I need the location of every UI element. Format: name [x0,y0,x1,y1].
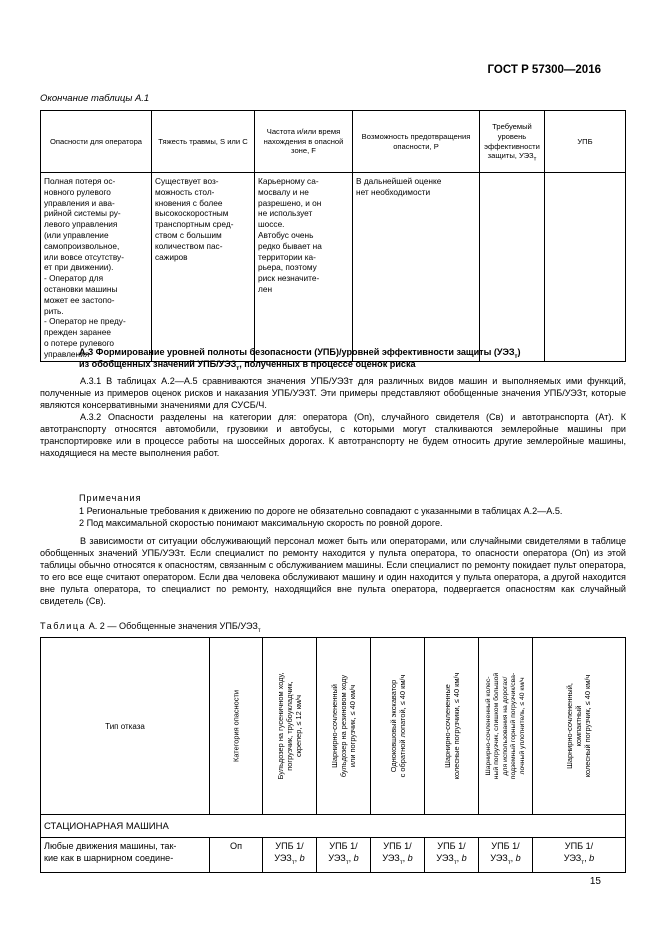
hazard-line: новного рулевого [44,186,111,197]
avoidance-line: В дальнейшей оценке [356,176,442,186]
paragraph-personnel: В зависимости от ситуации обслуживающий персонал может быть или операторами, или случайными свидетелями в таблице обобщенных значений УПБ/УЭЗт. Если специалист по ремонту находится у пульта оператора, то опасности оператора (Оп) из этой таблицы обычно относятся к опасностям, связанным с обслуживанием машины. Если специалист по ремонту покидает пульт оператора, то его все еще считают оператором. Если два человека обслуживают машину и один находится у пульта оператора, а другой находится вне пульта оператора, то специалист по ремонту, находящийся вне пульта оператора, подвергается опасностям как случайный свидетель (Св). [40,536,626,606]
hazard-line: рить. [44,305,64,316]
header-pl-text: Требуемый уровень эффективности защиты, УЭЗ [484,122,540,161]
table-a2-section-row [41,815,626,838]
frequency-line: территории ка- [258,251,316,262]
hazard-line: управления [44,348,90,359]
hazard-line: левого управления [44,219,118,230]
cell-failure-type: Любые движения машины, так- кие как в шарнирном соедине- [41,838,210,873]
severity-line: количеством пас- [155,240,223,251]
hazard-line: - Оператор не преду- [44,316,126,327]
table-a2-caption-text: А. 2 — Обобщенные значения УПБ/УЭЗ [88,621,258,631]
frequency-line: Автобус очень [258,229,314,240]
hazard-line: или вовсе отсутству- [44,251,124,262]
hazard-line: прежден заранее [44,327,111,338]
hazard-line: остановки машины [44,283,118,294]
table-a2-caption: Таблица А. 2 — Обобщенные значения УПБ/$УЭЗ_т$ [40,621,261,634]
severity-line: кновения с более [155,197,223,208]
header-pl: Требуемый уровень эффективности защиты, $УЭЗ_т$ [480,111,545,173]
cell-value: УПБ 1/ $УЭЗ_т$, b [317,838,371,873]
hazard-line: рийной системы ру- [44,208,121,219]
table-a1-caption: Окончание таблицы А.1 [40,93,150,104]
cell-value: УПБ 1/ $УЭЗ_т$, b [533,838,626,873]
cell-pl [480,173,545,362]
cell-value: УПБ 1/ $УЭЗ_т$, b [479,838,533,873]
section-title-line1: А.3 Формирование уровней полноты безопасности (УПБ)/уровней эффективности защиты (УЭЗ [79,347,515,357]
frequency-line: редко бывает на [258,240,322,251]
header-frequency: Частота и/или время нахождения в опасной зоне, F [255,111,353,173]
hazard-line: Полная потеря ос- [44,176,116,186]
header-avoidance: Возможность предотвращения опасности, P [353,111,480,173]
header-hazard: Опасности для оператора [41,111,152,173]
header-sil: УПБ [545,111,626,173]
hazard-line: (или управление [44,229,109,240]
hazard-line: самопроизвольное, [44,240,120,251]
standard-header: ГОСТ Р 57300—2016 [487,64,601,76]
cell-severity [152,173,255,362]
header-excavator: Одноковшовый экскаватор с обратной лопатой, ≤ 40 км/ч [371,638,425,815]
notes-heading: Примечания [79,493,142,503]
frequency-line: не использует [258,208,313,219]
section-title: А.3 Формирование уровней полноты безопасности (УПБ)/уровней эффективности защиты $(УЭЗ_т)$ из обобщенных значений УПБ/$УЭЗ_т$, полученных в процессе оценок риска [79,347,521,372]
cell-value: УПБ 1/ $УЭЗ_т$, b [425,838,479,873]
header-large-wheel-loader: Шарнирно-сочлененный колес- ный погрузчик, слишком большой для использования на дорогах/ подземный горный погрузчик/сва- лочный уплотнитель, ≤ 40 км/ч [479,638,533,815]
cell-value: УПБ 1/ $УЭЗ_т$, b [263,838,317,873]
severity-line: можность стол- [155,186,215,197]
table-a1-header-row [41,111,626,173]
table-a2-caption-word: Таблица [40,621,87,631]
header-compact-loader: Шарнирно-сочлененный, компактный колесный погрузчик, ≤ 40 км/ч [533,638,626,815]
cell-value: УПБ 1/ $УЭЗ_т$, b [371,838,425,873]
section-title-line2: из обобщенных значений УПБ/УЭЗ [79,359,237,369]
frequency-line: мосвалу и не [258,186,309,197]
table-a2-header-row [41,638,626,815]
avoidance-line: нет необходимости [356,186,431,197]
frequency-line: шоссе. [258,219,285,230]
table-row [41,838,626,873]
severity-line: сажиров [155,251,188,262]
header-hazard-category: Категория опасности [210,638,263,815]
frequency-line: лен [258,283,273,294]
cell-avoidance [353,173,480,362]
cell-sil [545,173,626,362]
hazard-line: - Оператор для [44,273,104,284]
table-a2 [40,637,626,873]
note-1: 1 Региональные требования к движению по дороге не обязательно совпадают с указанными в таблицах А.2—А.5. [79,506,563,516]
cell-category: Оп [210,838,263,873]
header-crawler-dozer: Бульдозер на гусеничном ходу, погрузчик, трубоукладчик, скрепер, ≤ 12 км/ч [263,638,317,815]
paragraph-a32: А.3.2 Опасности разделены на категории для: оператора (Оп), случайного свидетеля (Св) и автотранспорта (Ат). К автотранспорту относятся автомобили, грузовики и автобусы, с которыми могут сталкиваются землеройные машины при транспортировке или в процессе работы на шоссейных дорогах. К автотранспорту не будем относить другие землеройные машины, находящиеся на месте выполнения работ. [40,412,626,458]
hazard-line: ет при движении). [44,262,114,273]
header-severity: Тяжесть травмы, S или C [152,111,255,173]
frequency-line: Карьерному са- [258,176,319,186]
page-number: 15 [589,876,601,887]
cell-frequency [255,173,353,362]
frequency-line: риск незначите- [258,273,320,284]
frequency-line: рьера, поэтому [258,262,317,273]
header-articulated-dozer: Шарнирно-сочлененный бульдозер на резиновом ходу или погрузчик, ≤ 40 км/ч [317,638,371,815]
cell-hazard [41,173,152,362]
hazard-line: может ее застопо- [44,294,115,305]
severity-line: высокоскоростным [155,208,229,219]
paragraph-a31: А.3.1 В таблицах А.2—А.5 сравниваются значения УПБ/УЭЗт для различных видов машин и выполняемых ими функций, полученные из примеров оценок рисков и наказания УПБ/УЭЗТ. Эти примеры представляют обобщенные значения УПБ/УЭЗт, которые являются консервативными значениями для СУСБ/Ч. [40,376,626,410]
table-a1 [40,110,626,362]
header-wheel-loaders: Шарнирно-сочлененные колесные погрузчики, ≤ 40 км/ч [425,638,479,815]
frequency-line: разрешено, и он [258,197,322,208]
hazard-line: управления и ава- [44,197,115,208]
section-stationary: СТАЦИОНАРНАЯ МАШИНА [41,815,626,838]
table-a1-data-row [41,173,626,362]
hazard-line: о потере рулевого [44,337,115,348]
severity-line: Существует воз- [155,176,219,186]
header-failure-type: Тип отказа [41,638,210,815]
severity-line: ством с большим [155,229,222,240]
note-2: 2 Под максимальной скоростью понимают максимальную скорость по ровной дороге. [79,518,443,528]
severity-line: транспортным сред- [155,219,234,230]
